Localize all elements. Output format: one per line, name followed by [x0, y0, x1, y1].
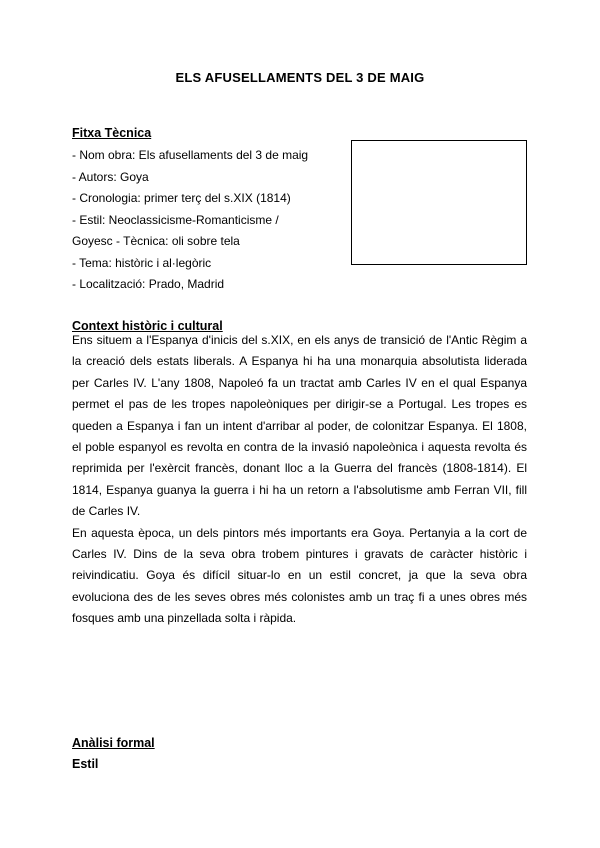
context-body — [72, 330, 527, 630]
context-paragraph-2: En aquesta època, un dels pintors més importants era Goya. Pertanyia a la cort de Carles IV. Dins de la seva obra trobem pintures i gravats de caràcter històric i reivindicatiu. Goya és difícil situar-lo en un estil concret, ja que la seva obra evoluciona des de les seves obres més colonistes amb un traç fi a unes obres més fosques amb una pinzellada solta i ràpida. — [72, 525, 527, 626]
fitxa-line-obra: - Nom obra: Els afusellaments del 3 de maig - Autors: Goya — [72, 148, 309, 184]
fitxa-tecnica-heading: Fitxa Tècnica — [72, 126, 152, 140]
context-paragraph-1: Ens situem a l'Espanya d'inicis del s.XIX, en els anys de transició de l'Antic Règim a la creació dels estats liberals. A Espanya hi ha una monarquia absolutista liderada per Carles IV. L'any 1808, Napoleó fa un tractat amb Carles IV en el qual Espanya permet el pas de les tropes napoleòniques per dirigir-se a Portugal. Les tropes es queden a Espanya i fan un intent d'arribar al poder, de colonitzar Espanya. El 1808, el poble espanyol es revolta en contra de la invasió napoleònica i aquesta revolta és reprimida per l'exèrcit francès, donant lloc a la Guerra del francès (1808-1814). El 1814, Espanya guanya la guerra i hi ha un retorn a l'absolutisme amb Ferran VII, fill de Carles IV. — [72, 333, 527, 519]
document-title: ELS AFUSELLAMENTS DEL 3 DE MAIG — [175, 70, 425, 85]
fitxa-tecnica-list — [72, 145, 312, 296]
context-heading: Context històric i cultural — [72, 319, 223, 333]
estil-subheading: Estil — [72, 757, 99, 771]
artwork-image-placeholder — [351, 140, 527, 265]
analisi-formal-heading: Anàlisi formal — [72, 736, 155, 750]
fitxa-line-estil: - Estil: Neoclassicisme-Romanticisme / Goyesc - Tècnica: oli sobre tela — [72, 212, 279, 248]
fitxa-line-cronologia: - Cronologia: primer terç del s.XIX (1814) — [72, 191, 291, 205]
fitxa-line-tema: - Tema: històric i al·legòric — [72, 255, 212, 270]
fitxa-line-localitzacio: - Localització: Prado, Madrid — [72, 277, 225, 291]
